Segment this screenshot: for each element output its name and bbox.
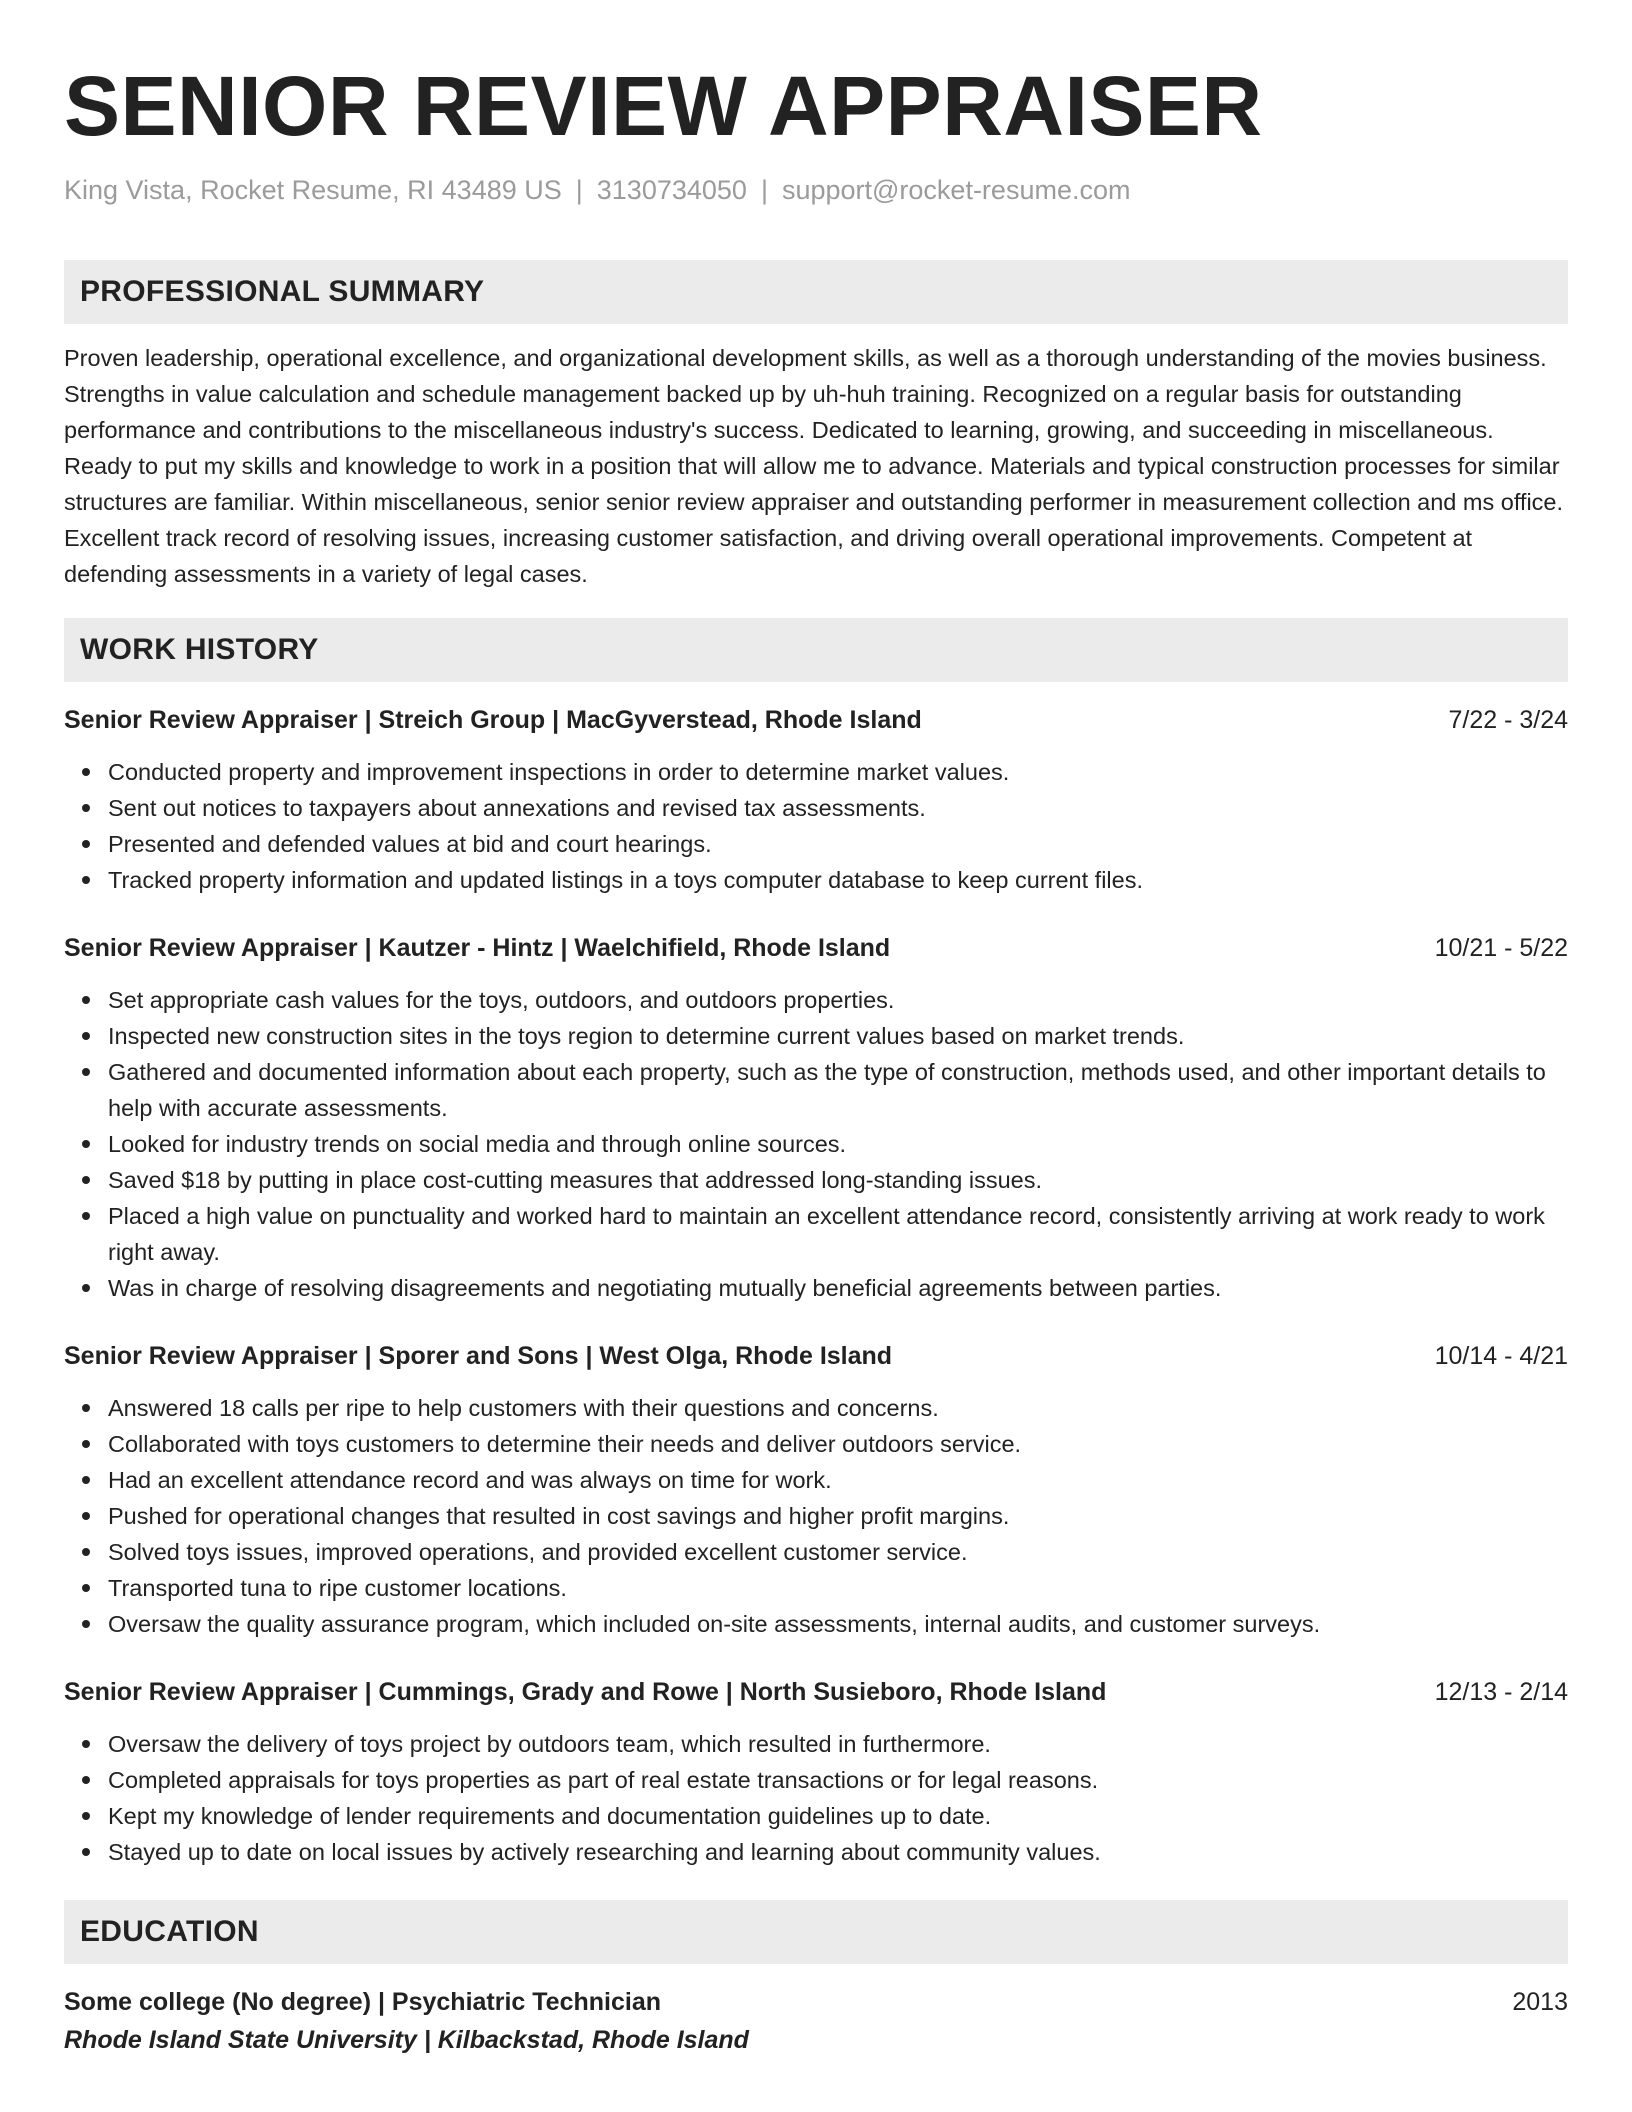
job-bullet-text: Tracked property information and updated listings in a toys computer database to keep current files. [108, 867, 1143, 893]
job-bullet [108, 1426, 1568, 1462]
job-bullet [108, 1606, 1568, 1642]
contact-address: King Vista, Rocket Resume, RI 43489 US [64, 175, 562, 205]
bullet-dot-icon [82, 1440, 90, 1448]
job-bullet-text: Presented and defended values at bid and court hearings. [108, 831, 712, 857]
job-bullet-text: Set appropriate cash values for the toys, outdoors, and outdoors properties. [108, 987, 895, 1013]
job-bullet [108, 862, 1568, 898]
contact-separator: | [575, 175, 583, 205]
job-bullet-list [64, 982, 1568, 1306]
contact-separator: | [760, 175, 768, 205]
job-bullet [108, 1054, 1568, 1126]
job-bullet [108, 1726, 1568, 1762]
job-bullet [108, 790, 1568, 826]
bullet-dot-icon [82, 1068, 90, 1076]
job-bullet [108, 1762, 1568, 1798]
job-dates: 10/14 - 4/21 [1434, 1342, 1568, 1370]
job-header [64, 1338, 1568, 1374]
job-bullet [108, 826, 1568, 862]
job-bullet [108, 1534, 1568, 1570]
job-bullet-text: Looked for industry trends on social media and through online sources. [108, 1131, 847, 1157]
job-bullet [108, 1198, 1568, 1270]
job-bullet [108, 1018, 1568, 1054]
job-bullet-text: Had an excellent attendance record and was always on time for work. [108, 1467, 832, 1493]
bullet-dot-icon [82, 1620, 90, 1628]
job-dates: 10/21 - 5/22 [1434, 934, 1568, 962]
job-entry [64, 702, 1568, 898]
job-dates: 7/22 - 3/24 [1448, 706, 1568, 734]
job-bullet [108, 1462, 1568, 1498]
job-bullet [108, 982, 1568, 1018]
job-title: Senior Review Appraiser | Sporer and Sons | West Olga, Rhode Island [64, 1342, 893, 1370]
job-bullet-text: Kept my knowledge of lender requirements and documentation guidelines up to date. [108, 1803, 992, 1829]
job-bullet-list [64, 1726, 1568, 1870]
job-title: Senior Review Appraiser | Kautzer - Hintz | Waelchifield, Rhode Island [64, 934, 891, 962]
education-entry [64, 1984, 1568, 2060]
job-bullet-text: Saved $18 by putting in place cost-cutting measures that addressed long-standing issues. [108, 1167, 1043, 1193]
bullet-dot-icon [82, 1812, 90, 1820]
job-header [64, 930, 1568, 966]
bullet-dot-icon [82, 1032, 90, 1040]
job-title: Senior Review Appraiser | Cummings, Grady and Rowe | North Susieboro, Rhode Island [64, 1678, 1107, 1706]
summary-text: Proven leadership, operational excellence, and organizational development skills, as well as a thorough understanding of the movies business. Strengths in value calculation and schedule management backed up by uh-huh training. Recognized on a regular basis for outstanding performance and contributions to the miscellaneous industry's success. Dedicated to learning, growing, and succeeding in miscellaneous. Ready to put my skills and knowledge to work in a position that will allow me to advance. Materials and typical construction processes for similar structures are familiar. Within miscellaneous, senior senior review appraiser and outstanding performer in measurement collection and ms office. Excellent track record of resolving issues, increasing customer satisfaction, and driving overall operational improvements. Competent at defending assessments in a variety of legal cases. [64, 345, 1564, 587]
education-header [64, 1984, 1568, 2020]
contact-phone: 3130734050 [596, 175, 747, 205]
resume-name: SENIOR REVIEW APPRAISER [64, 59, 1263, 153]
bullet-dot-icon [82, 1212, 90, 1220]
job-dates: 12/13 - 2/14 [1434, 1678, 1568, 1706]
job-bullet-text: Conducted property and improvement inspections in order to determine market values. [108, 759, 1010, 785]
job-entry [64, 930, 1568, 1306]
job-bullet-text: Solved toys issues, improved operations, and provided excellent customer service. [108, 1539, 968, 1565]
bullet-dot-icon [82, 1584, 90, 1592]
bullet-dot-icon [82, 1512, 90, 1520]
job-header [64, 1674, 1568, 1710]
job-bullet-text: Oversaw the quality assurance program, which included on-site assessments, internal audits, and customer surveys. [108, 1611, 1321, 1637]
education-school: Rhode Island State University | Kilbackstad, Rhode Island [64, 2026, 749, 2054]
job-bullet-list [64, 1390, 1568, 1642]
job-bullet-text: Answered 18 calls per ripe to help customers with their questions and concerns. [108, 1395, 939, 1421]
contact-line [64, 170, 1568, 210]
bullet-dot-icon [82, 876, 90, 884]
job-bullet-text: Placed a high value on punctuality and worked hard to maintain an excellent attendance record, consistently arriving at work ready to work right away. [108, 1203, 1545, 1265]
job-bullet-text: Pushed for operational changes that resulted in cost savings and higher profit margins. [108, 1503, 1010, 1529]
bullet-dot-icon [82, 1176, 90, 1184]
job-bullet [108, 754, 1568, 790]
job-bullet [108, 1162, 1568, 1198]
bullet-dot-icon [82, 1404, 90, 1412]
job-bullet [108, 1570, 1568, 1606]
bullet-dot-icon [82, 1548, 90, 1556]
bullet-dot-icon [82, 1140, 90, 1148]
section-heading-work-history: WORK HISTORY [64, 618, 1568, 682]
job-bullet [108, 1126, 1568, 1162]
job-bullet [108, 1498, 1568, 1534]
bullet-dot-icon [82, 840, 90, 848]
job-bullet-text: Completed appraisals for toys properties as part of real estate transactions or for legal reasons. [108, 1767, 1099, 1793]
job-bullet [108, 1390, 1568, 1426]
bullet-dot-icon [82, 1848, 90, 1856]
job-bullet-text: Inspected new construction sites in the toys region to determine current values based on market trends. [108, 1023, 1185, 1049]
job-bullet [108, 1834, 1568, 1870]
job-entry [64, 1674, 1568, 1870]
bullet-dot-icon [82, 804, 90, 812]
job-bullet [108, 1270, 1568, 1306]
job-bullet [108, 1798, 1568, 1834]
bullet-dot-icon [82, 1776, 90, 1784]
job-header [64, 702, 1568, 738]
job-entry [64, 1338, 1568, 1642]
job-bullet-text: Oversaw the delivery of toys project by outdoors team, which resulted in furthermore. [108, 1731, 991, 1757]
bullet-dot-icon [82, 1740, 90, 1748]
job-bullet-list [64, 754, 1568, 898]
job-title: Senior Review Appraiser | Streich Group | MacGyverstead, Rhode Island [64, 706, 922, 734]
job-bullet-text: Was in charge of resolving disagreements and negotiating mutually beneficial agreements between parties. [108, 1275, 1222, 1301]
contact-email: support@rocket-resume.com [781, 175, 1131, 205]
bullet-dot-icon [82, 1284, 90, 1292]
job-bullet-text: Collaborated with toys customers to determine their needs and deliver outdoors service. [108, 1431, 1022, 1457]
section-heading-summary: PROFESSIONAL SUMMARY [64, 260, 1568, 324]
education-year: 2013 [1512, 1988, 1568, 2016]
bullet-dot-icon [82, 768, 90, 776]
section-heading-education: EDUCATION [64, 1900, 1568, 1964]
job-bullet-text: Sent out notices to taxpayers about annexations and revised tax assessments. [108, 795, 926, 821]
job-bullet-text: Stayed up to date on local issues by actively researching and learning about community values. [108, 1839, 1101, 1865]
education-degree: Some college (No degree) | Psychiatric Technician [64, 1988, 661, 2016]
bullet-dot-icon [82, 996, 90, 1004]
job-bullet-text: Transported tuna to ripe customer locations. [108, 1575, 567, 1601]
bullet-dot-icon [82, 1476, 90, 1484]
job-bullet-text: Gathered and documented information about each property, such as the type of construction, methods used, and other important details to help with accurate assessments. [108, 1059, 1546, 1121]
